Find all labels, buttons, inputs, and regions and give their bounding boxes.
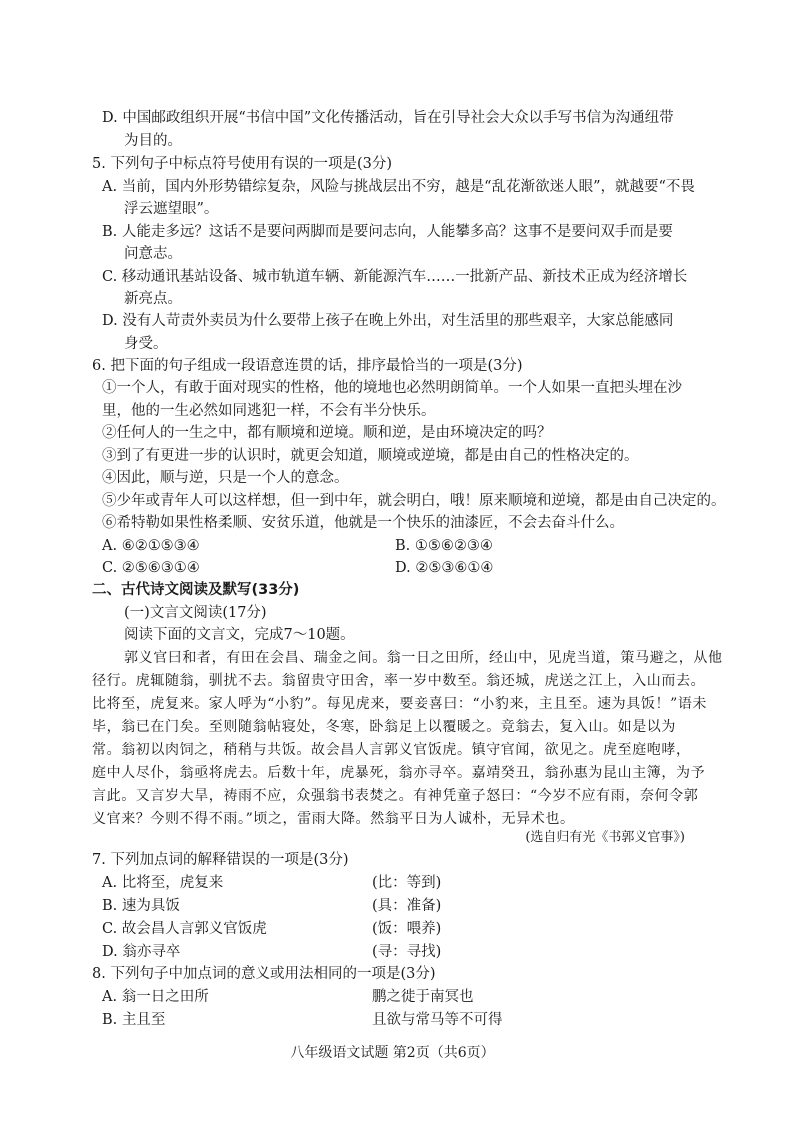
q5-option-b-line2: 问意志。 — [124, 246, 182, 262]
q6-sentence-1-line1: ①一个人，有敢于面对现实的性格，他的境地也必然明朗简单。一个人如果一直把头埋在沙 — [102, 380, 682, 396]
q7-option-a-gloss: (比：等到) — [372, 875, 442, 891]
q7-option-d: D. 翁亦寻卒 — [102, 944, 181, 960]
q5-option-b-line1: B. 人能走多远？这话不是要问两脚而是要问志向，人能攀多高？这事不是要问双手而是要 — [102, 224, 673, 240]
q7-option-d-gloss: (寻：寻找) — [372, 944, 442, 960]
q5-stem: 5. 下列句子中标点符号使用有误的一项是(3分) — [92, 156, 392, 172]
passage-line: 庭中人尽仆，翁亟将虎去。后数十年，虎暴死，翁亦寻卒。嘉靖癸丑，翁孙惠为昆山主簿，为予 — [92, 765, 706, 781]
q6-sentence-3: ③到了有更进一步的认识时，就更会知道，顺境或逆境，都是由自己的性格决定的。 — [102, 448, 639, 464]
passage-line: 比将至，虎复来。家人呼为“小豹”。每见虎来，要妾喜曰：“小豹来，主且至。速为具饭！”语未 — [92, 696, 708, 712]
q7-option-a: A. 比将至，虎复来 — [102, 875, 224, 891]
q5-option-a-line1: A. 当前，国内外形势错综复杂，风险与挑战层出不穷，越是“乱花渐欲迷人眼”，就越要“不畏 — [102, 179, 695, 195]
q4-option-d-line1: D. 中国邮政组织开展“书信中国”文化传播活动，旨在引导社会大众以手写书信为沟通纽带 — [102, 110, 674, 126]
q6-stem: 6. 把下面的句子组成一段语意连贯的话，排序最恰当的一项是(3分) — [92, 358, 523, 374]
q5-option-a-line2: 浮云遮望眼”。 — [124, 201, 219, 217]
passage-source: (选自归有光《书郭义官事》) — [525, 830, 685, 845]
q6-sentence-1-line2: 里，他的一生必然如同逃犯一样，不会有半分快乐。 — [102, 403, 436, 419]
q8-stem: 8. 下列句子中加点词的意义或用法相同的一项是(3分) — [92, 966, 436, 982]
q5-option-d-line1: D. 没有人苛责外卖员为什么要带上孩子在晚上外出，对生活里的那些艰辛，大家总能感同 — [102, 313, 674, 329]
q5-option-c-line1: C. 移动通讯基站设备、城市轨道车辆、新能源汽车……一批新产品、新技术正成为经济增长 — [102, 269, 688, 285]
subsection-title: (一)文言文阅读(17分) — [124, 605, 267, 621]
q6-sentence-2: ②任何人的一生之中，都有顺境和逆境。顺和逆，是由环境决定的吗？ — [102, 425, 552, 441]
q6-sentence-6: ⑥希特勒如果性格柔顺、安贫乐道，他就是一个快乐的油漆匠，不会去奋斗什么。 — [102, 515, 624, 531]
q8-option-a-compare: 鹏之徙于南冥也 — [372, 989, 474, 1005]
passage-line: 径行。虎辄随翁，驯扰不去。翁留贵守田舍，率一岁中数至。翁还城，虎送之江上，入山而去。 — [92, 673, 706, 689]
passage-line: 毕，翁已在门矣。至则随翁帖寝处，冬寒，卧翁足上以覆暖之。竞翁去，复入山。如是以为 — [92, 719, 676, 735]
section-title: 二、古代诗文阅读及默写(33分) — [92, 582, 300, 598]
q7-option-c: C. 故会昌人言郭义官饭虎 — [102, 921, 267, 937]
q6-option-b: B. ①⑤⑥②③④ — [395, 538, 493, 554]
passage-line: 义官来？今则不得不雨。”顷之，雷雨大降。然翁平日为人诚朴，无异术也。 — [92, 811, 575, 827]
q7-option-c-gloss: (饭：喂养) — [372, 921, 442, 937]
q6-option-a: A. ⑥②①⑤③④ — [102, 538, 200, 554]
q8-option-b: B. 主且至 — [102, 1012, 166, 1028]
q7-option-b-gloss: (具：准备) — [372, 898, 442, 914]
reading-instruction: 阅读下面的文言文，完成7～10题。 — [124, 627, 355, 643]
passage-line: 郭义官曰和者，有田在会昌、瑞金之间。翁一日之田所，经山中，见虎当道，策马避之，从他 — [124, 650, 723, 666]
q6-option-c: C. ②⑤⑥③①④ — [102, 560, 200, 576]
q7-option-b: B. 速为具饭 — [102, 898, 180, 914]
passage-line: 言此。又言岁大旱，祷雨不应，众强翁书表焚之。有神凭童子怒曰：“今岁不应有雨，奈何令郭 — [92, 788, 699, 804]
page-footer: 八年级语文试题 第2页（共6页） — [290, 1045, 495, 1061]
passage-line: 常。翁初以肉饲之，稍稍与共饭。故会昌人言郭义官饭虎。镇守官闻，欲见之。虎至庭咆哮， — [92, 742, 691, 758]
q6-option-d: D. ②⑤③⑥①④ — [395, 560, 494, 576]
q5-option-d-line2: 身受。 — [124, 336, 168, 352]
q8-option-a: A. 翁一日之田所 — [102, 989, 209, 1005]
q8-option-b-compare: 且欲与常马等不可得 — [372, 1012, 503, 1028]
q7-stem: 7. 下列加点词的解释错误的一项是(3分) — [92, 852, 349, 868]
q4-option-d-line2: 为目的。 — [124, 133, 182, 149]
q6-sentence-4: ④因此，顺与逆，只是一个人的意念。 — [102, 470, 349, 486]
q5-option-c-line2: 新亮点。 — [124, 291, 182, 307]
q6-sentence-5: ⑤少年或青年人可以这样想，但一到中年，就会明白，哦！原来顺境和逆境，都是由自己决定的。 — [102, 493, 726, 509]
